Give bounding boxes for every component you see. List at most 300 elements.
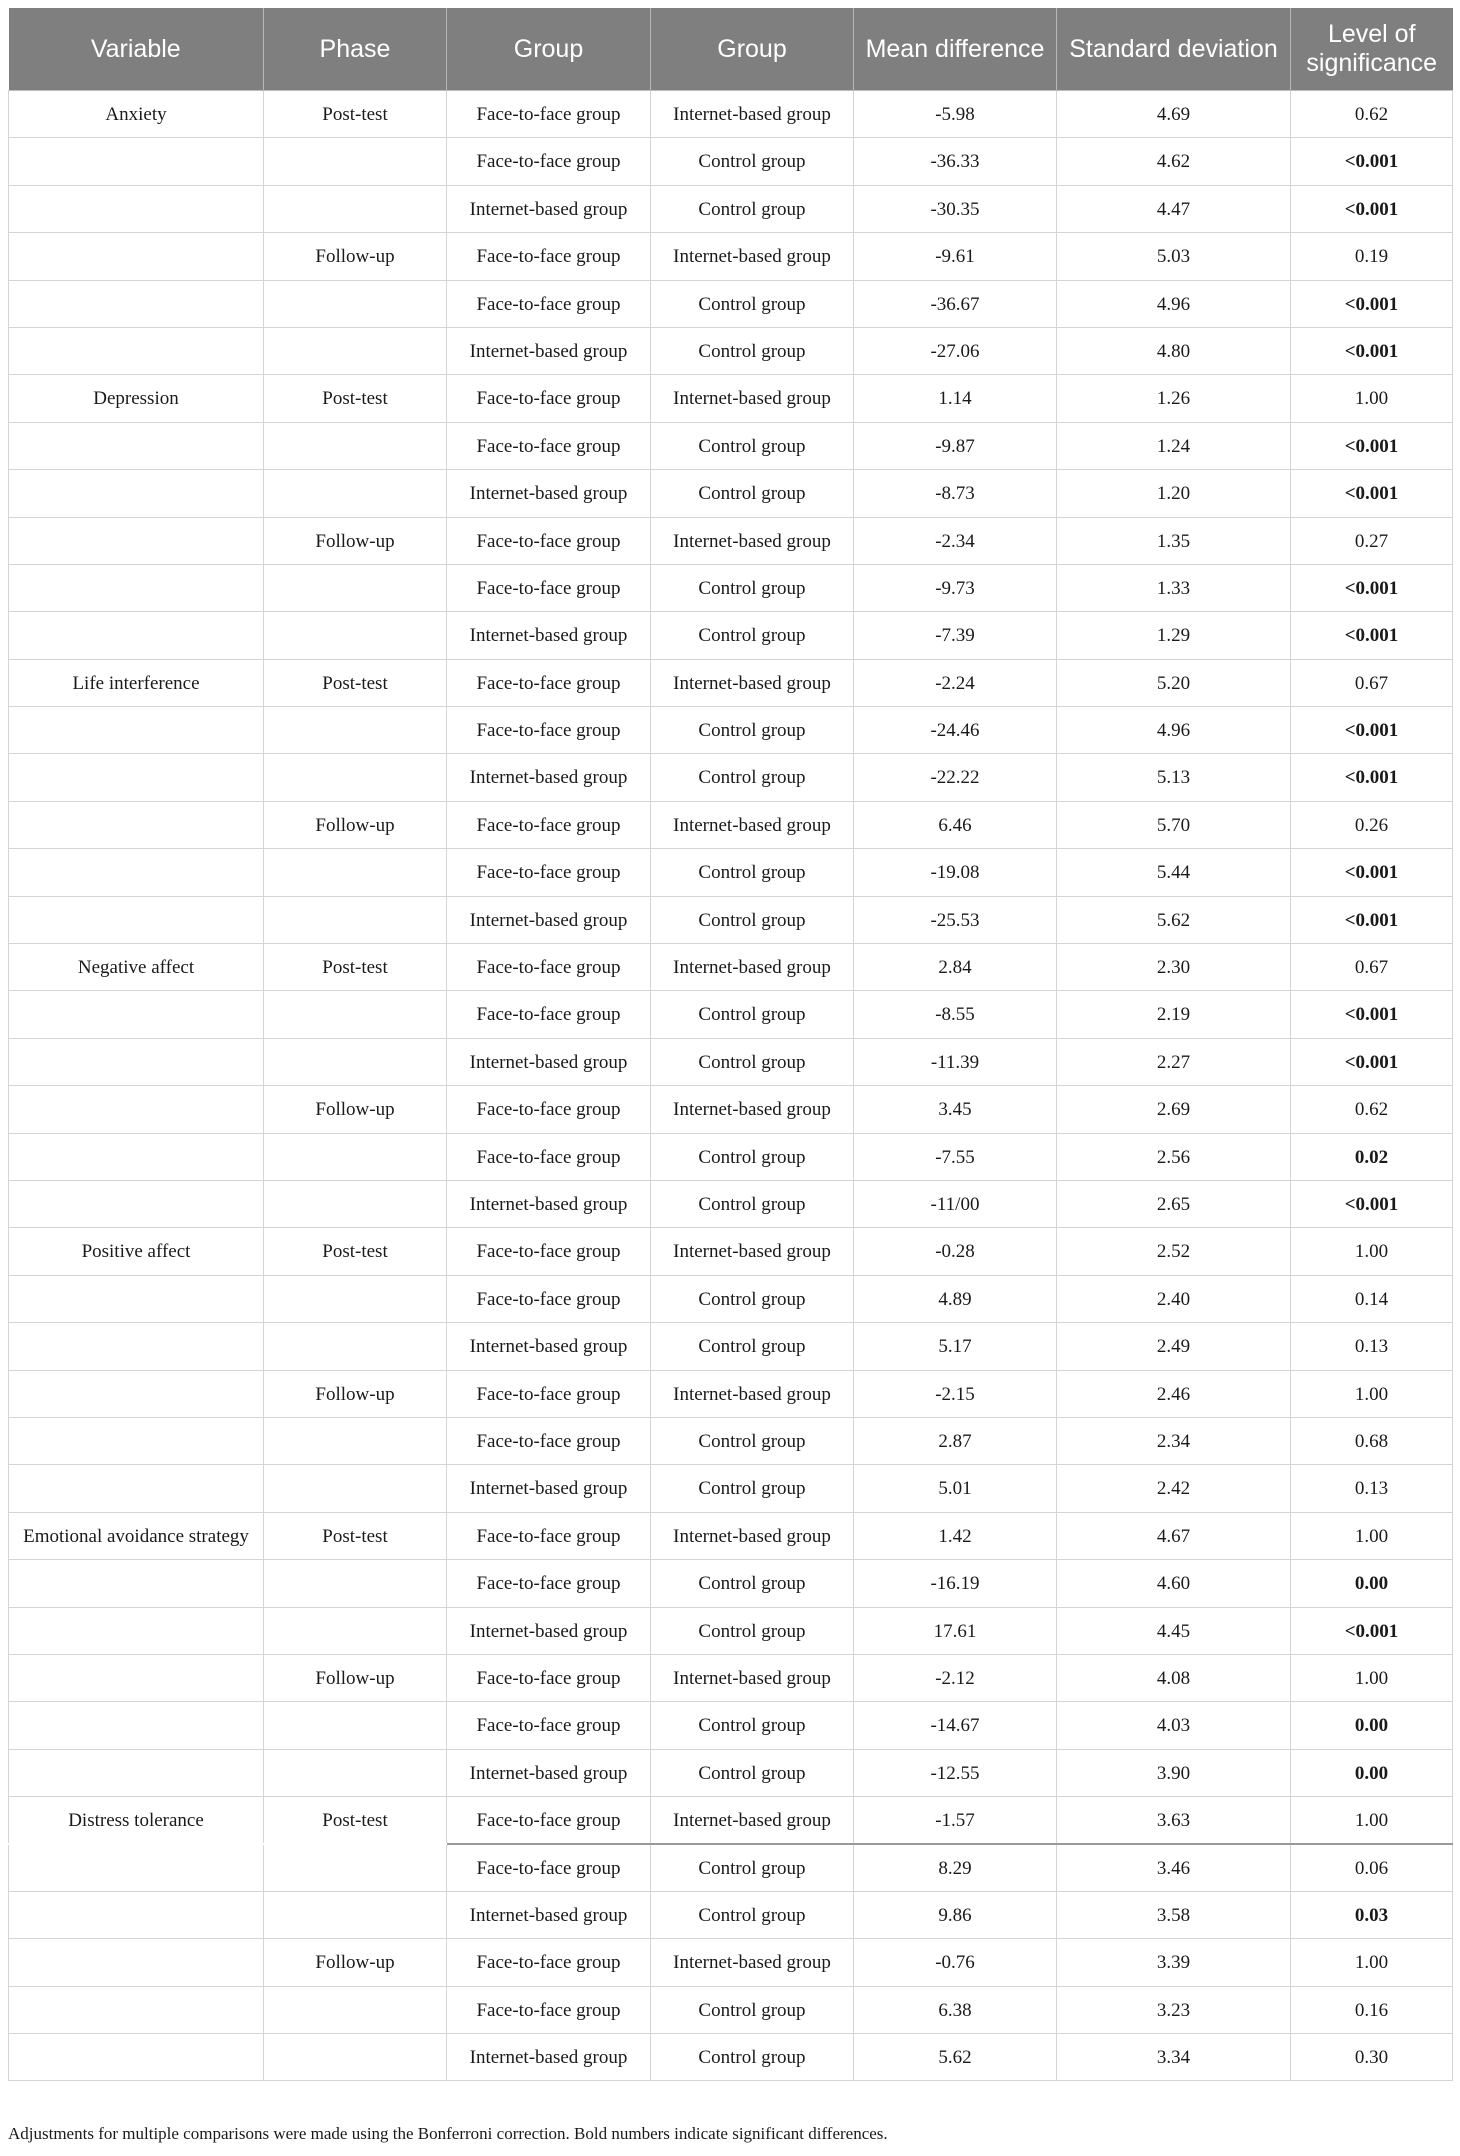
cell-mean-difference: 2.84: [854, 944, 1057, 991]
cell-significance: <0.001: [1291, 564, 1453, 611]
table-row: [9, 707, 1453, 754]
cell-group-2: Internet-based group: [651, 659, 854, 706]
cell-phase: Follow-up: [264, 1370, 447, 1417]
cell-standard-deviation: 4.62: [1057, 138, 1291, 185]
cell-significance: <0.001: [1291, 1607, 1453, 1654]
cell-standard-deviation: 1.20: [1057, 470, 1291, 517]
cell-mean-difference: -14.67: [854, 1702, 1057, 1749]
cell-mean-difference: -11/00: [854, 1180, 1057, 1227]
cell-phase: [264, 849, 447, 896]
cell-group-1: Face-to-face group: [447, 991, 651, 1038]
cell-variable: [9, 1607, 264, 1654]
table-row: [9, 185, 1453, 232]
table-row: [9, 1607, 1453, 1654]
table-row: [9, 1465, 1453, 1512]
cell-standard-deviation: 2.34: [1057, 1417, 1291, 1464]
table-row: [9, 1749, 1453, 1796]
table-row: [9, 754, 1453, 801]
cell-phase: Follow-up: [264, 517, 447, 564]
cell-significance: <0.001: [1291, 185, 1453, 232]
cell-standard-deviation: 4.03: [1057, 1702, 1291, 1749]
cell-phase: [264, 1702, 447, 1749]
cell-group-1: Internet-based group: [447, 612, 651, 659]
cell-variable: [9, 612, 264, 659]
cell-standard-deviation: 4.80: [1057, 327, 1291, 374]
cell-mean-difference: 5.01: [854, 1465, 1057, 1512]
table-row: [9, 138, 1453, 185]
cell-phase: [264, 470, 447, 517]
cell-phase: Follow-up: [264, 1654, 447, 1701]
cell-variable: [9, 1844, 264, 1891]
cell-variable: [9, 185, 264, 232]
cell-group-2: Control group: [651, 138, 854, 185]
cell-group-1: Internet-based group: [447, 1180, 651, 1227]
cell-group-1: Face-to-face group: [447, 517, 651, 564]
cell-standard-deviation: 5.62: [1057, 896, 1291, 943]
cell-group-2: Control group: [651, 1180, 854, 1227]
cell-group-2: Control group: [651, 1749, 854, 1796]
header-standard-deviation: Standard deviation: [1057, 8, 1291, 91]
cell-phase: [264, 1038, 447, 1085]
cell-significance: 0.13: [1291, 1323, 1453, 1370]
cell-variable: Emotional avoidance strategy: [9, 1512, 264, 1559]
cell-significance: 0.27: [1291, 517, 1453, 564]
cell-group-2: Control group: [651, 327, 854, 374]
cell-variable: [9, 564, 264, 611]
cell-phase: [264, 1560, 447, 1607]
cell-group-1: Face-to-face group: [447, 1133, 651, 1180]
table-row: [9, 1891, 1453, 1938]
table-row: [9, 1560, 1453, 1607]
header-phase: Phase: [264, 8, 447, 91]
cell-group-1: Internet-based group: [447, 1891, 651, 1938]
header-group-2: Group: [651, 8, 854, 91]
cell-mean-difference: 4.89: [854, 1275, 1057, 1322]
table-row: [9, 612, 1453, 659]
cell-significance: 0.13: [1291, 1465, 1453, 1512]
cell-standard-deviation: 2.65: [1057, 1180, 1291, 1227]
cell-variable: [9, 1133, 264, 1180]
cell-phase: [264, 1133, 447, 1180]
cell-mean-difference: -5.98: [854, 91, 1057, 138]
cell-mean-difference: -2.34: [854, 517, 1057, 564]
cell-significance: <0.001: [1291, 422, 1453, 469]
cell-standard-deviation: 2.40: [1057, 1275, 1291, 1322]
cell-mean-difference: 5.62: [854, 2034, 1057, 2081]
cell-variable: Life interference: [9, 659, 264, 706]
cell-significance: 0.26: [1291, 801, 1453, 848]
cell-mean-difference: -0.28: [854, 1228, 1057, 1275]
table-row: [9, 801, 1453, 848]
cell-variable: [9, 1702, 264, 1749]
cell-phase: Post-test: [264, 1512, 447, 1559]
cell-phase: [264, 1891, 447, 1938]
cell-significance: <0.001: [1291, 280, 1453, 327]
cell-group-2: Internet-based group: [651, 375, 854, 422]
cell-variable: [9, 991, 264, 1038]
cell-mean-difference: -11.39: [854, 1038, 1057, 1085]
cell-significance: 0.62: [1291, 1086, 1453, 1133]
table-row: [9, 1180, 1453, 1227]
cell-group-1: Face-to-face group: [447, 91, 651, 138]
cell-significance: <0.001: [1291, 849, 1453, 896]
table-row: [9, 1086, 1453, 1133]
cell-standard-deviation: 2.49: [1057, 1323, 1291, 1370]
table-row: [9, 470, 1453, 517]
cell-group-2: Internet-based group: [651, 801, 854, 848]
cell-group-2: Internet-based group: [651, 1228, 854, 1275]
cell-group-2: Control group: [651, 470, 854, 517]
cell-phase: [264, 1607, 447, 1654]
cell-variable: Distress tolerance: [9, 1797, 264, 1844]
table-row: [9, 280, 1453, 327]
cell-standard-deviation: 2.69: [1057, 1086, 1291, 1133]
cell-group-1: Face-to-face group: [447, 422, 651, 469]
cell-phase: Post-test: [264, 944, 447, 991]
cell-mean-difference: -36.33: [854, 138, 1057, 185]
cell-group-1: Face-to-face group: [447, 1560, 651, 1607]
cell-standard-deviation: 4.60: [1057, 1560, 1291, 1607]
table-row: [9, 991, 1453, 1038]
cell-variable: Depression: [9, 375, 264, 422]
cell-standard-deviation: 2.46: [1057, 1370, 1291, 1417]
cell-mean-difference: -2.12: [854, 1654, 1057, 1701]
cell-standard-deviation: 5.20: [1057, 659, 1291, 706]
cell-group-1: Internet-based group: [447, 754, 651, 801]
cell-standard-deviation: 4.96: [1057, 280, 1291, 327]
cell-phase: [264, 564, 447, 611]
cell-standard-deviation: 2.27: [1057, 1038, 1291, 1085]
cell-phase: [264, 422, 447, 469]
cell-standard-deviation: 4.67: [1057, 1512, 1291, 1559]
cell-phase: [264, 1749, 447, 1796]
header-significance: Level of significance: [1291, 8, 1453, 91]
cell-group-2: Internet-based group: [651, 1797, 854, 1844]
comparison-table: [8, 8, 1453, 2081]
cell-variable: [9, 280, 264, 327]
table-row: [9, 1038, 1453, 1085]
cell-mean-difference: 1.14: [854, 375, 1057, 422]
cell-group-2: Control group: [651, 422, 854, 469]
cell-group-2: Internet-based group: [651, 91, 854, 138]
cell-significance: 1.00: [1291, 1228, 1453, 1275]
cell-significance: 1.00: [1291, 1654, 1453, 1701]
cell-group-1: Face-to-face group: [447, 1654, 651, 1701]
cell-significance: <0.001: [1291, 470, 1453, 517]
cell-group-2: Control group: [651, 849, 854, 896]
cell-standard-deviation: 1.26: [1057, 375, 1291, 422]
cell-mean-difference: 9.86: [854, 1891, 1057, 1938]
cell-phase: Post-test: [264, 375, 447, 422]
cell-variable: [9, 801, 264, 848]
table-footnote: Adjustments for multiple comparisons were made using the Bonferroni correction. Bold numbers indicate significant differences.: [8, 2124, 888, 2143]
cell-mean-difference: 2.87: [854, 1417, 1057, 1464]
cell-group-1: Face-to-face group: [447, 280, 651, 327]
cell-mean-difference: -12.55: [854, 1749, 1057, 1796]
cell-significance: 0.14: [1291, 1275, 1453, 1322]
cell-mean-difference: -30.35: [854, 185, 1057, 232]
cell-phase: [264, 896, 447, 943]
cell-mean-difference: 3.45: [854, 1086, 1057, 1133]
cell-standard-deviation: 4.45: [1057, 1607, 1291, 1654]
cell-standard-deviation: 2.42: [1057, 1465, 1291, 1512]
cell-phase: [264, 1986, 447, 2033]
cell-significance: 0.00: [1291, 1702, 1453, 1749]
cell-standard-deviation: 3.63: [1057, 1797, 1291, 1844]
cell-standard-deviation: 5.44: [1057, 849, 1291, 896]
table-row: [9, 1370, 1453, 1417]
cell-mean-difference: 6.38: [854, 1986, 1057, 2033]
cell-group-1: Face-to-face group: [447, 659, 651, 706]
cell-phase: Follow-up: [264, 1939, 447, 1986]
cell-group-2: Internet-based group: [651, 517, 854, 564]
cell-mean-difference: -2.15: [854, 1370, 1057, 1417]
cell-phase: [264, 1844, 447, 1891]
table-row: [9, 659, 1453, 706]
cell-significance: <0.001: [1291, 327, 1453, 374]
cell-phase: [264, 612, 447, 659]
cell-phase: Post-test: [264, 1797, 447, 1844]
cell-standard-deviation: 1.24: [1057, 422, 1291, 469]
cell-variable: [9, 1417, 264, 1464]
cell-group-2: Internet-based group: [651, 944, 854, 991]
header-group-1: Group: [447, 8, 651, 91]
cell-phase: [264, 1465, 447, 1512]
cell-variable: [9, 327, 264, 374]
table-row: [9, 1275, 1453, 1322]
cell-phase: [264, 991, 447, 1038]
cell-mean-difference: -22.22: [854, 754, 1057, 801]
table-row: [9, 327, 1453, 374]
cell-group-1: Internet-based group: [447, 1749, 651, 1796]
table-row: [9, 1654, 1453, 1701]
cell-mean-difference: -7.55: [854, 1133, 1057, 1180]
cell-variable: Positive affect: [9, 1228, 264, 1275]
cell-group-2: Control group: [651, 754, 854, 801]
cell-standard-deviation: 4.47: [1057, 185, 1291, 232]
cell-variable: [9, 1180, 264, 1227]
cell-significance: 0.30: [1291, 2034, 1453, 2081]
cell-variable: [9, 517, 264, 564]
cell-significance: <0.001: [1291, 612, 1453, 659]
cell-significance: 0.06: [1291, 1844, 1453, 1891]
table-header-row: [9, 8, 1453, 91]
cell-phase: [264, 138, 447, 185]
cell-standard-deviation: 2.19: [1057, 991, 1291, 1038]
cell-group-2: Control group: [651, 1323, 854, 1370]
cell-mean-difference: -7.39: [854, 612, 1057, 659]
cell-variable: [9, 849, 264, 896]
table-body: [9, 91, 1453, 2081]
cell-variable: [9, 896, 264, 943]
cell-mean-difference: -8.73: [854, 470, 1057, 517]
cell-significance: 0.03: [1291, 1891, 1453, 1938]
cell-group-2: Control group: [651, 707, 854, 754]
table-row: [9, 1323, 1453, 1370]
cell-phase: [264, 1275, 447, 1322]
table-row: [9, 944, 1453, 991]
cell-group-1: Internet-based group: [447, 2034, 651, 2081]
table-row: [9, 2034, 1453, 2081]
cell-mean-difference: -1.57: [854, 1797, 1057, 1844]
table-row: [9, 1986, 1453, 2033]
cell-group-2: Control group: [651, 564, 854, 611]
cell-phase: Follow-up: [264, 1086, 447, 1133]
cell-mean-difference: -8.55: [854, 991, 1057, 1038]
cell-significance: 1.00: [1291, 1370, 1453, 1417]
cell-group-2: Control group: [651, 1560, 854, 1607]
cell-group-2: Control group: [651, 1275, 854, 1322]
cell-variable: [9, 2034, 264, 2081]
cell-group-2: Control group: [651, 280, 854, 327]
cell-group-2: Internet-based group: [651, 1086, 854, 1133]
cell-phase: [264, 754, 447, 801]
cell-group-2: Internet-based group: [651, 1939, 854, 1986]
cell-standard-deviation: 2.52: [1057, 1228, 1291, 1275]
cell-group-1: Internet-based group: [447, 327, 651, 374]
cell-mean-difference: 17.61: [854, 1607, 1057, 1654]
cell-group-2: Control group: [651, 896, 854, 943]
cell-group-1: Internet-based group: [447, 1038, 651, 1085]
cell-group-1: Face-to-face group: [447, 1939, 651, 1986]
table-row: [9, 375, 1453, 422]
cell-phase: [264, 185, 447, 232]
cell-standard-deviation: 3.90: [1057, 1749, 1291, 1796]
cell-group-2: Control group: [651, 1133, 854, 1180]
cell-significance: <0.001: [1291, 1180, 1453, 1227]
table-row: [9, 422, 1453, 469]
cell-variable: [9, 1654, 264, 1701]
cell-significance: <0.001: [1291, 754, 1453, 801]
cell-group-2: Control group: [651, 1417, 854, 1464]
cell-standard-deviation: 3.34: [1057, 2034, 1291, 2081]
cell-group-1: Face-to-face group: [447, 801, 651, 848]
cell-phase: Follow-up: [264, 801, 447, 848]
cell-significance: 0.67: [1291, 944, 1453, 991]
cell-standard-deviation: 4.96: [1057, 707, 1291, 754]
cell-variable: Negative affect: [9, 944, 264, 991]
cell-standard-deviation: 3.23: [1057, 1986, 1291, 2033]
cell-variable: [9, 1986, 264, 2033]
cell-group-1: Face-to-face group: [447, 849, 651, 896]
cell-group-1: Internet-based group: [447, 470, 651, 517]
cell-group-2: Internet-based group: [651, 1370, 854, 1417]
cell-group-2: Control group: [651, 1891, 854, 1938]
cell-phase: [264, 1417, 447, 1464]
table-row: [9, 896, 1453, 943]
cell-variable: [9, 1891, 264, 1938]
cell-group-1: Face-to-face group: [447, 233, 651, 280]
cell-variable: [9, 470, 264, 517]
cell-group-1: Face-to-face group: [447, 1797, 651, 1844]
cell-standard-deviation: 4.69: [1057, 91, 1291, 138]
cell-standard-deviation: 5.03: [1057, 233, 1291, 280]
cell-group-1: Face-to-face group: [447, 1275, 651, 1322]
cell-variable: [9, 422, 264, 469]
cell-mean-difference: 5.17: [854, 1323, 1057, 1370]
cell-standard-deviation: 1.29: [1057, 612, 1291, 659]
cell-phase: [264, 1180, 447, 1227]
table-row: [9, 517, 1453, 564]
cell-variable: [9, 1323, 264, 1370]
cell-group-2: Internet-based group: [651, 1512, 854, 1559]
cell-group-1: Face-to-face group: [447, 1512, 651, 1559]
cell-variable: [9, 754, 264, 801]
cell-standard-deviation: 1.33: [1057, 564, 1291, 611]
cell-standard-deviation: 3.58: [1057, 1891, 1291, 1938]
cell-variable: [9, 1038, 264, 1085]
cell-standard-deviation: 3.39: [1057, 1939, 1291, 1986]
cell-group-2: Control group: [651, 185, 854, 232]
cell-significance: <0.001: [1291, 896, 1453, 943]
cell-variable: Anxiety: [9, 91, 264, 138]
cell-phase: [264, 1323, 447, 1370]
table-row: [9, 1702, 1453, 1749]
table-row: [9, 1417, 1453, 1464]
header-mean-difference: Mean difference: [854, 8, 1057, 91]
cell-group-1: Face-to-face group: [447, 1417, 651, 1464]
cell-mean-difference: -0.76: [854, 1939, 1057, 1986]
cell-variable: [9, 138, 264, 185]
cell-standard-deviation: 3.46: [1057, 1844, 1291, 1891]
cell-group-2: Control group: [651, 1844, 854, 1891]
cell-group-1: Face-to-face group: [447, 1086, 651, 1133]
cell-phase: Post-test: [264, 1228, 447, 1275]
cell-group-2: Control group: [651, 612, 854, 659]
cell-mean-difference: -9.61: [854, 233, 1057, 280]
cell-group-1: Face-to-face group: [447, 707, 651, 754]
table-row: [9, 1228, 1453, 1275]
cell-group-1: Face-to-face group: [447, 1228, 651, 1275]
cell-variable: [9, 707, 264, 754]
cell-phase: [264, 327, 447, 374]
cell-mean-difference: -19.08: [854, 849, 1057, 896]
cell-group-2: Internet-based group: [651, 1654, 854, 1701]
cell-group-1: Face-to-face group: [447, 375, 651, 422]
cell-group-2: Control group: [651, 1607, 854, 1654]
cell-significance: 1.00: [1291, 1939, 1453, 1986]
cell-mean-difference: -25.53: [854, 896, 1057, 943]
cell-variable: [9, 1749, 264, 1796]
cell-standard-deviation: 2.56: [1057, 1133, 1291, 1180]
table-row: [9, 849, 1453, 896]
cell-group-1: Internet-based group: [447, 1465, 651, 1512]
cell-phase: Post-test: [264, 659, 447, 706]
cell-standard-deviation: 2.30: [1057, 944, 1291, 991]
cell-mean-difference: -16.19: [854, 1560, 1057, 1607]
table-row: [9, 1512, 1453, 1559]
cell-variable: [9, 1370, 264, 1417]
cell-significance: 1.00: [1291, 1797, 1453, 1844]
cell-group-1: Internet-based group: [447, 896, 651, 943]
cell-group-2: Internet-based group: [651, 233, 854, 280]
cell-variable: [9, 1560, 264, 1607]
cell-significance: 0.16: [1291, 1986, 1453, 2033]
cell-significance: 0.02: [1291, 1133, 1453, 1180]
cell-group-1: Internet-based group: [447, 1323, 651, 1370]
cell-standard-deviation: 5.70: [1057, 801, 1291, 848]
cell-significance: 1.00: [1291, 375, 1453, 422]
cell-group-1: Face-to-face group: [447, 1702, 651, 1749]
cell-variable: [9, 1275, 264, 1322]
cell-phase: [264, 280, 447, 327]
cell-significance: <0.001: [1291, 707, 1453, 754]
cell-mean-difference: -2.24: [854, 659, 1057, 706]
table-row: [9, 1133, 1453, 1180]
table-row: [9, 1797, 1453, 1844]
table-row: [9, 91, 1453, 138]
cell-standard-deviation: 5.13: [1057, 754, 1291, 801]
